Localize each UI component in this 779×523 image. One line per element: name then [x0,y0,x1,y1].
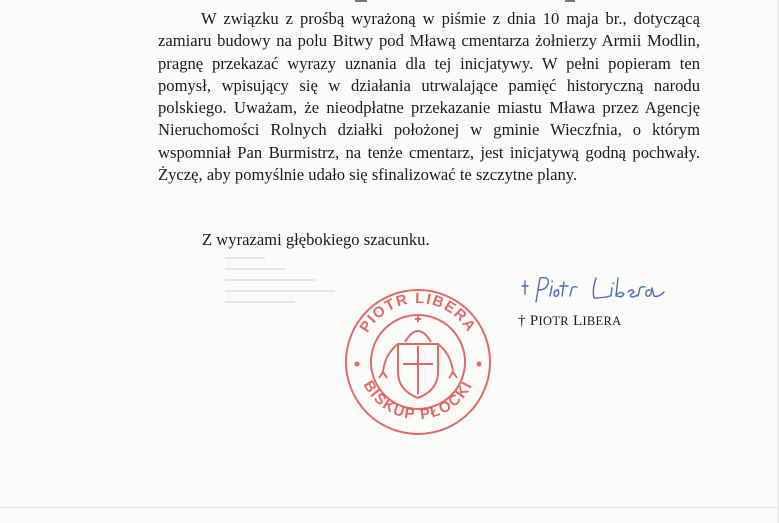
seal-bottom-text: BISKUP PŁOCKI [359,377,477,424]
signer-printed-name [518,313,621,330]
letter-paragraph: W związku z prośbą wyrażoną w piśmie z dnia 10 maja br., dotyczącą zamiaru budowy na polu Bitwy pod Mławą cmentarza żołnierzy Armii Modlin, pragnę przekazać wyrazy uznania dla tej inicjatywy. W pełni popieram ten pomysł, wpisujący się w działania utrwalające pamięć historyczną narodu polskiego. Uważam, że nieodpłatne przekazanie miastu Mława przez Agencję Nieruchomości Rolnych działki położonej w gminie Wieczfnia, o którym wspomniał Pan Burmistrz, na tenże cmentarz, jest inicjatywą godną pochwały. Życzę, aby pomyślnie udało się sfinalizować te szczytne plany. [158,9,700,185]
first-name-rest: IOTR [538,314,569,328]
seal-top-text: PIOTR LIBERA [356,289,480,336]
page-bottom-edge [0,507,779,508]
letter-body [158,8,700,186]
first-name-initial: P [529,313,539,329]
svg-text:PIOTR LIBERA [356,290,479,336]
cut-off-text-top [355,0,585,3]
cross-symbol: † [518,313,526,329]
last-name-rest: IBERA [582,314,622,328]
last-name-initial: L [572,313,583,329]
faint-bleed-through-text [225,248,345,328]
closing-salutation: Z wyrazami głębokiego szacunku. [202,230,430,249]
episcopal-seal-stamp [343,272,493,442]
